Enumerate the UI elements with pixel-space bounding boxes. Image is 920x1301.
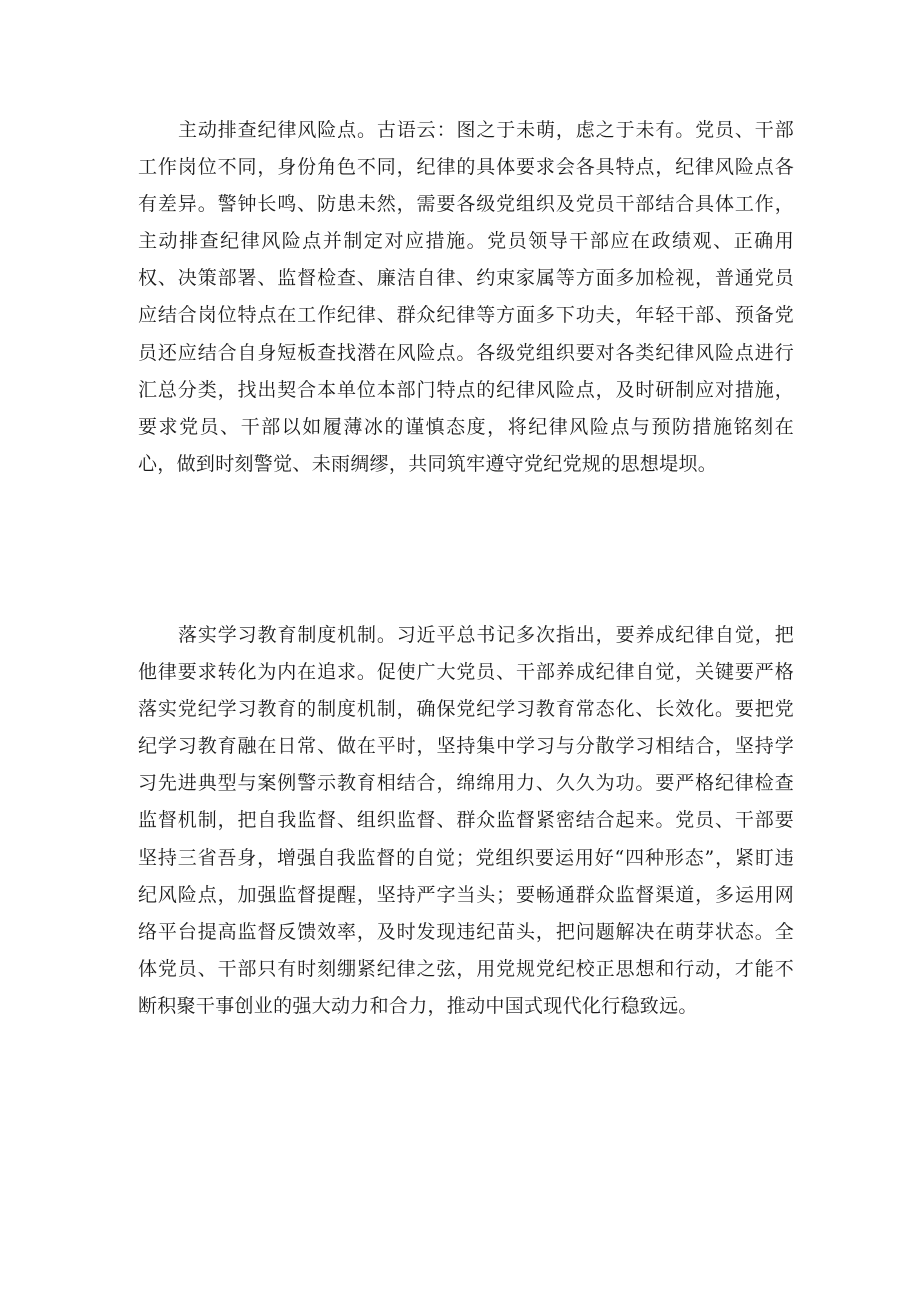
paragraph-study-education-mechanism: 落实学习教育制度机制。习近平总书记多次指出，要养成纪律自觉，把他律要求转化为内在追求。促使广大党员、干部养成纪律自觉，关键要严格落实党纪学习教育的制度机制，确保党纪学习教育常态化、长效化。要把党纪学习教育融在日常、做在平时，坚持集中学习与分散学习相结合，坚持学习先进典型与案例警示教育相结合，绵绵用力、久久为功。要严格纪律检查监督机制，把自我监督、组织监督、群众监督紧密结合起来。党员、干部要坚持三省吾身，增强自我监督的自觉；党组织要运用好“四种形态”，紧盯违纪风险点，加强监督提醒，坚持严字当头；要畅通群众监督渠道，多运用网络平台提高监督反馈效率，及时发现违纪苗头，把问题解决在萌芽状态。全体党员、干部只有时刻绷紧纪律之弦，用党规党纪校正思想和行动，才能不断积聚干事创业的强大动力和合力，推动中国式现代化行稳致远。: [138, 624, 794, 1017]
paragraph-discipline-risk-points: 主动排查纪律风险点。古语云：图之于未萌，虑之于未有。党员、干部工作岗位不同，身份角色不同，纪律的具体要求会各具特点，纪律风险点各有差异。警钟长鸣、防患未然，需要各级党组织及党员干部结合具体工作，主动排查纪律风险点并制定对应措施。党员领导干部应在政绩观、正确用权、决策部署、监督检查、廉洁自律、约束家属等方面多加检视，普通党员应结合岗位特点在工作纪律、群众纪律等方面多下功夫，年轻干部、预备党员还应结合自身短板查找潜在风险点。各级党组织要对各类纪律风险点进行汇总分类，找出契合本单位本部门特点的纪律风险点，及时研制应对措施，要求党员、干部以如履薄冰的谨慎态度，将纪律风险点与预防措施铭刻在心，做到时刻警觉、未雨绸缪，共同筑牢遵守党纪党规的思想堤坝。: [138, 119, 794, 475]
